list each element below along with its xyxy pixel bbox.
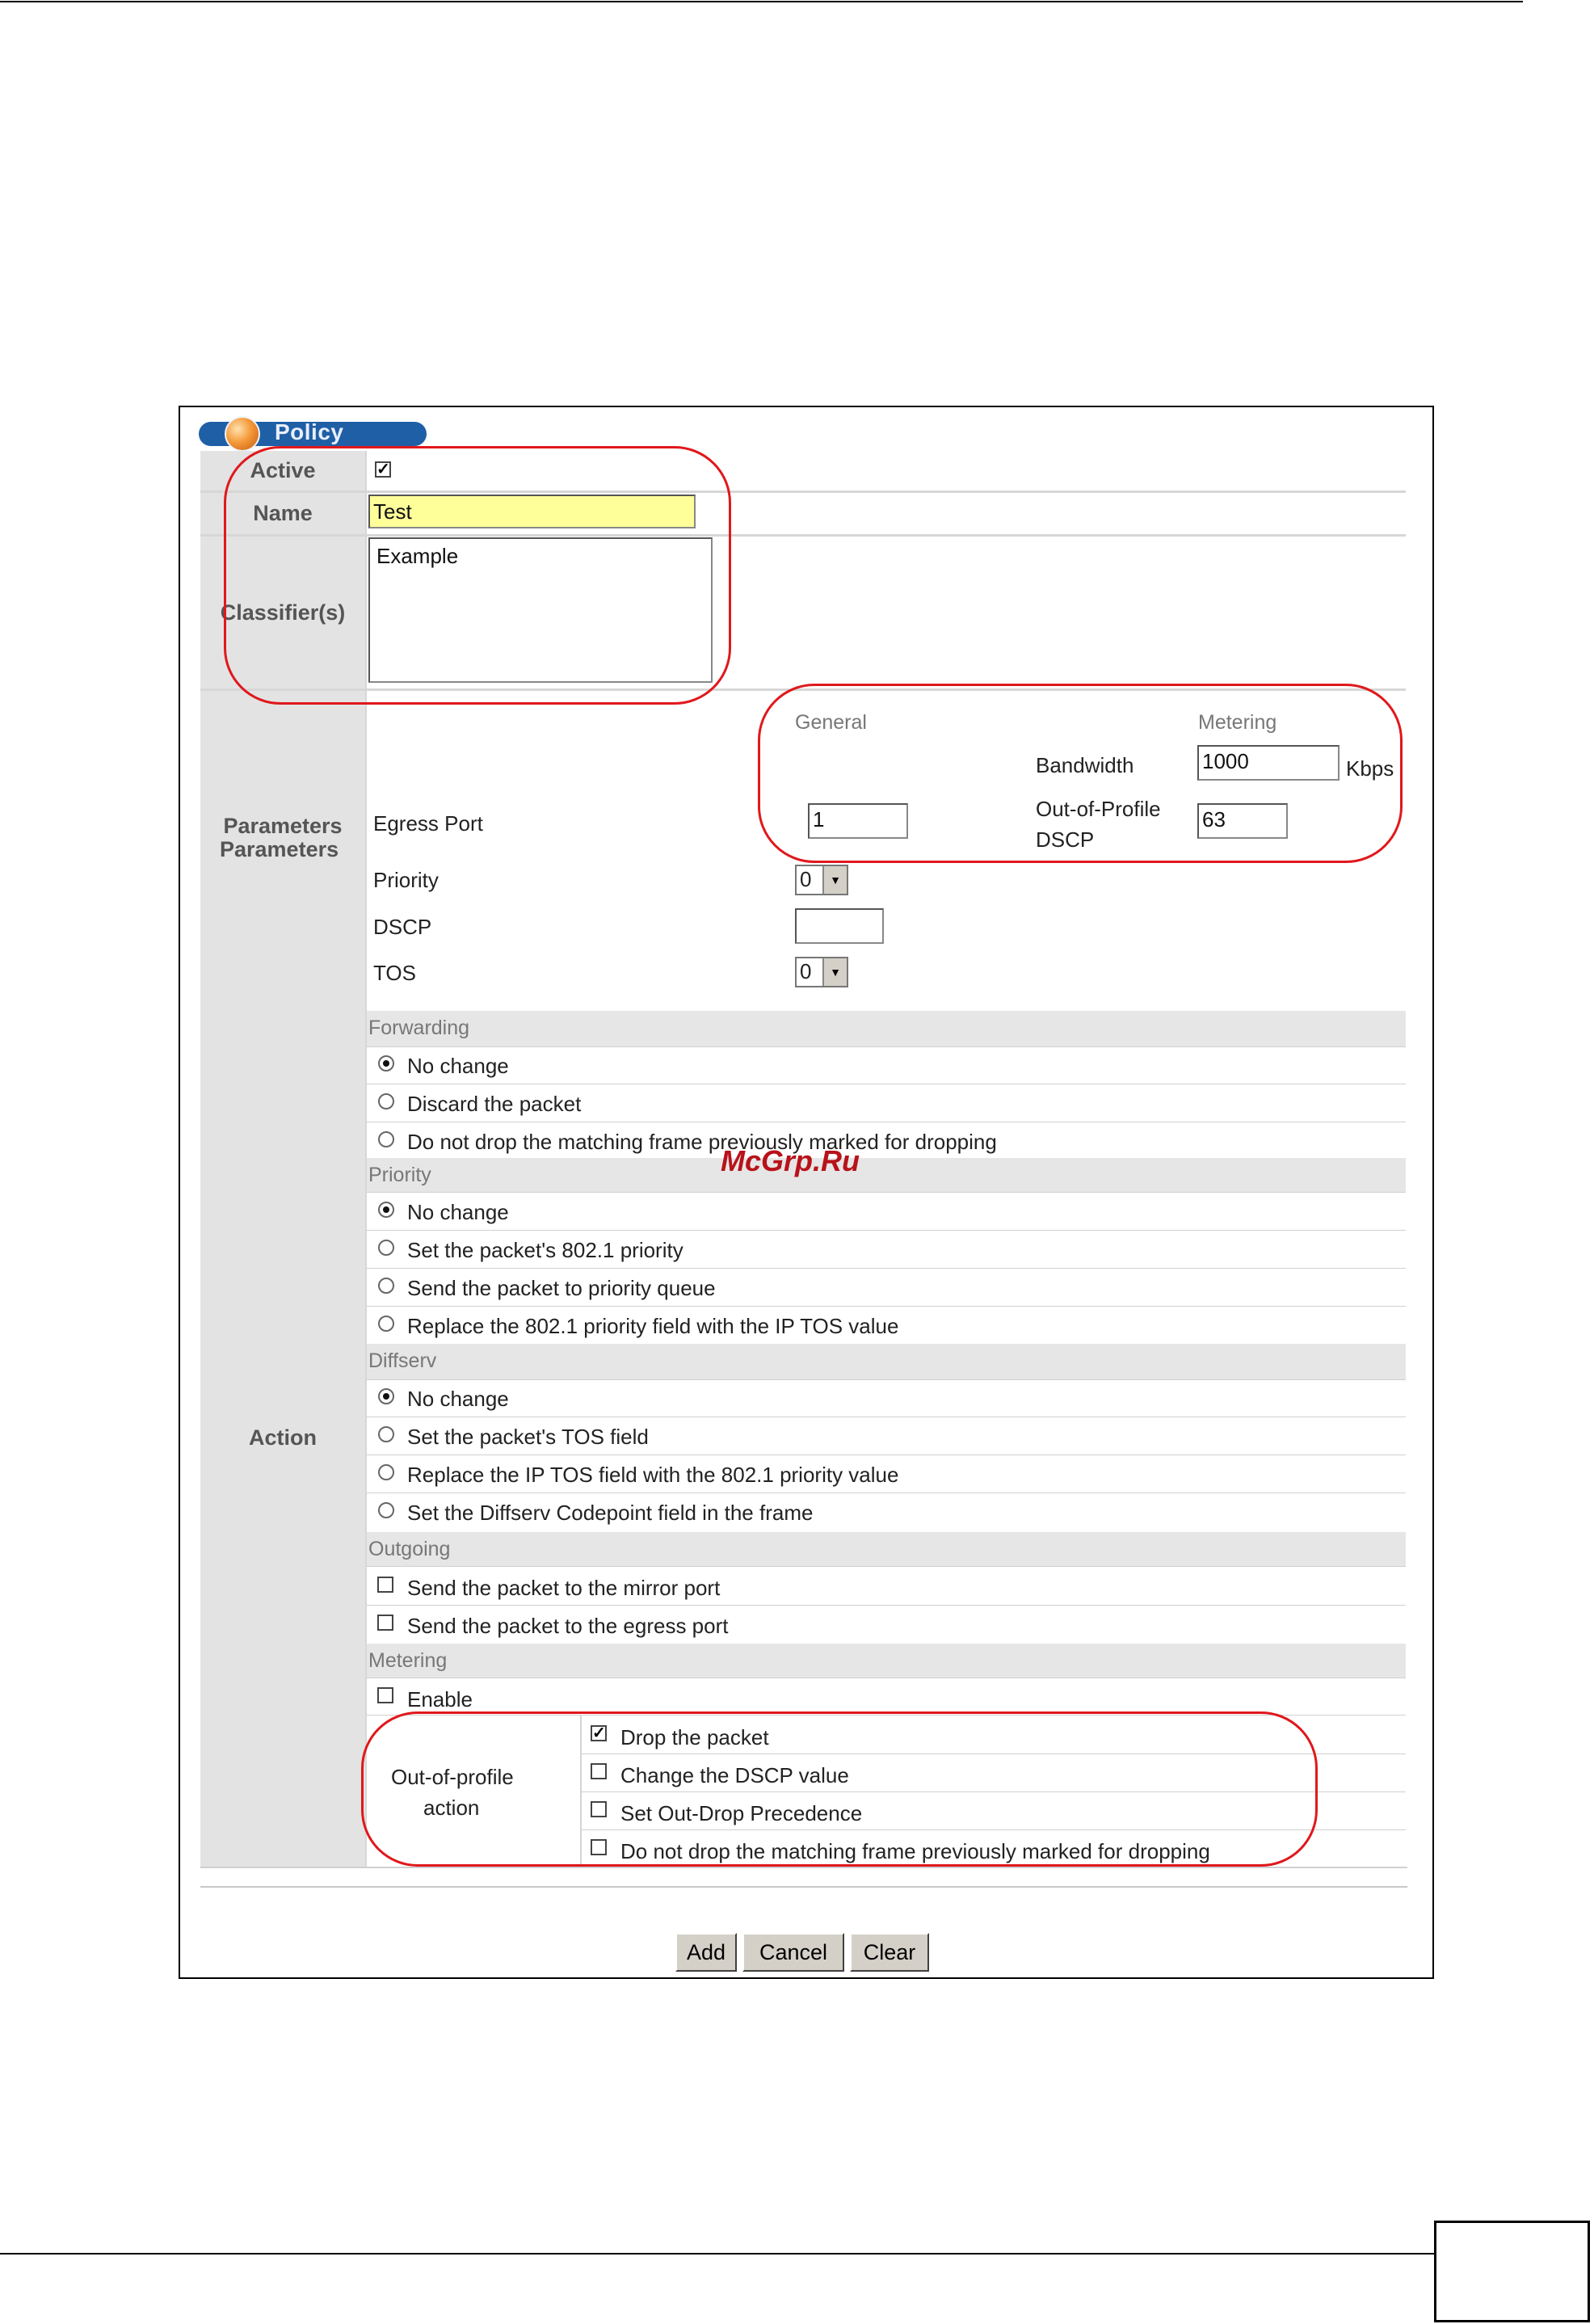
orb-icon <box>225 416 260 452</box>
chevron-down-icon: ▼ <box>822 866 847 894</box>
metering-action-header-bar <box>367 1644 1406 1678</box>
diffserv-radio-set-codepoint[interactable] <box>378 1502 394 1518</box>
oop-option-label: Do not drop the matching frame previously marked for dropping <box>620 1839 1210 1863</box>
outgoing-option-label: Send the packet to the egress port <box>407 1614 729 1638</box>
priority-option-label: Set the packet's 802.1 priority <box>407 1238 683 1262</box>
bandwidth-label: Bandwidth <box>1036 753 1134 777</box>
button-separator <box>200 1886 1407 1888</box>
bandwidth-input-value: 1000 <box>1202 749 1249 773</box>
diffserv-header: Diffserv <box>368 1349 437 1372</box>
active-cell <box>367 451 1406 490</box>
panel-title: Policy <box>275 419 344 444</box>
parameters-label-text: Parameters <box>220 837 339 861</box>
active-label: Active <box>200 451 365 490</box>
classifiers-label: Classifier(s) <box>200 537 365 688</box>
metering-enable-checkbox[interactable] <box>377 1687 393 1703</box>
oop-action-label-line1: Out-of-profile <box>391 1765 514 1789</box>
forwarding-header: Forwarding <box>368 1017 470 1039</box>
classifier-option-example[interactable]: Example <box>376 544 459 568</box>
forwarding-option-label: Discard the packet <box>407 1092 582 1116</box>
parameters-label: Parameters <box>223 814 343 838</box>
egress-port-label: Egress Port <box>373 811 483 836</box>
oop-action-label-cell <box>367 1715 582 1868</box>
metering-header: Metering <box>1198 711 1277 734</box>
table-bottom-border <box>200 1867 1407 1868</box>
outgoing-checkbox-egress[interactable] <box>377 1615 393 1631</box>
general-header: General <box>795 711 867 734</box>
outgoing-option-label: Send the packet to the mirror port <box>407 1576 721 1600</box>
metering-enable-label: Enable <box>407 1687 473 1711</box>
diffserv-option-label: Set the Diffserv Codepoint field in the frame <box>407 1501 814 1525</box>
forwarding-radio-no-change[interactable] <box>378 1055 394 1071</box>
oop-option-label: Change the DSCP value <box>620 1763 849 1787</box>
forwarding-radio-discard[interactable] <box>378 1093 394 1109</box>
tos-select[interactable] <box>795 957 848 987</box>
page-top-rule <box>0 1 1523 2</box>
priority-header-bar <box>367 1158 1406 1192</box>
oop-dscp-label-line1: Out-of-Profile <box>1036 797 1161 821</box>
priority-select[interactable] <box>795 865 848 895</box>
bandwidth-input[interactable] <box>1197 745 1340 781</box>
clear-button[interactable]: Clear <box>850 1933 929 1972</box>
oop-checkbox-set-drop-precedence[interactable] <box>591 1801 607 1817</box>
oop-option-label: Set Out-Drop Precedence <box>620 1801 863 1825</box>
name-input-value: Test <box>373 499 412 524</box>
outgoing-header-bar <box>367 1532 1406 1566</box>
forwarding-option-label: No change <box>407 1054 509 1078</box>
priority-option-label: Send the packet to priority queue <box>407 1276 716 1300</box>
diffserv-radio-replace-ip-tos[interactable] <box>378 1464 394 1480</box>
add-button[interactable]: Add <box>675 1933 737 1972</box>
chevron-down-icon: ▼ <box>822 958 847 986</box>
forwarding-option-label: Do not drop the matching frame previously marked for dropping <box>407 1130 997 1154</box>
outgoing-header: Outgoing <box>368 1538 451 1560</box>
oop-option-label: Drop the packet <box>620 1725 769 1749</box>
watermark-text: McGrp.Ru <box>721 1144 860 1177</box>
priority-select-value: 0 <box>800 867 812 891</box>
priority-label: Priority <box>373 868 439 892</box>
diffserv-radio-no-change[interactable] <box>378 1388 394 1404</box>
page-bottom-rule <box>0 2253 1434 2255</box>
diffserv-option-label: No change <box>407 1387 509 1411</box>
egress-port-input-value: 1 <box>813 807 825 832</box>
name-label: Name <box>200 493 365 534</box>
page-number-box <box>1434 2221 1590 2322</box>
priority-radio-set-8021[interactable] <box>378 1240 394 1256</box>
outgoing-checkbox-mirror[interactable] <box>377 1577 393 1593</box>
cancel-button[interactable]: Cancel <box>742 1933 844 1972</box>
diffserv-header-bar <box>367 1344 1406 1379</box>
priority-option-label: Replace the 802.1 priority field with the IP TOS value <box>407 1314 899 1338</box>
priority-action-header: Priority <box>368 1164 431 1186</box>
oop-action-label-line2: action <box>423 1796 480 1820</box>
oop-dscp-input-value: 63 <box>1202 807 1226 832</box>
oop-dscp-label-line2: DSCP <box>1036 827 1095 852</box>
diffserv-option-label: Set the packet's TOS field <box>407 1425 649 1449</box>
priority-radio-no-change[interactable] <box>378 1202 394 1218</box>
action-label: Action <box>249 1425 317 1450</box>
metering-action-header: Metering <box>368 1649 448 1672</box>
dscp-label: DSCP <box>373 915 432 939</box>
tos-select-value: 0 <box>800 959 812 983</box>
priority-option-label: No change <box>407 1200 509 1224</box>
oop-checkbox-change-dscp[interactable] <box>591 1763 607 1779</box>
diffserv-radio-set-tos[interactable] <box>378 1426 394 1442</box>
name-input[interactable] <box>368 495 696 528</box>
egress-port-input[interactable] <box>808 803 908 839</box>
oop-checkbox-do-not-drop[interactable] <box>591 1839 607 1855</box>
priority-radio-send-queue[interactable] <box>378 1278 394 1294</box>
oop-dscp-input[interactable] <box>1197 803 1288 839</box>
forwarding-radio-do-not-drop[interactable] <box>378 1131 394 1147</box>
dscp-input[interactable] <box>795 908 884 944</box>
oop-checkbox-drop[interactable]: ✓ <box>592 1724 606 1742</box>
priority-radio-replace-tos[interactable] <box>378 1316 394 1332</box>
tos-label: TOS <box>373 961 416 985</box>
diffserv-option-label: Replace the IP TOS field with the 802.1 priority value <box>407 1463 899 1487</box>
forwarding-header-bar <box>367 1011 1406 1046</box>
active-checkbox[interactable]: ✓ <box>376 461 390 478</box>
bandwidth-unit: Kbps <box>1346 756 1394 781</box>
classifiers-listbox[interactable] <box>368 537 713 683</box>
